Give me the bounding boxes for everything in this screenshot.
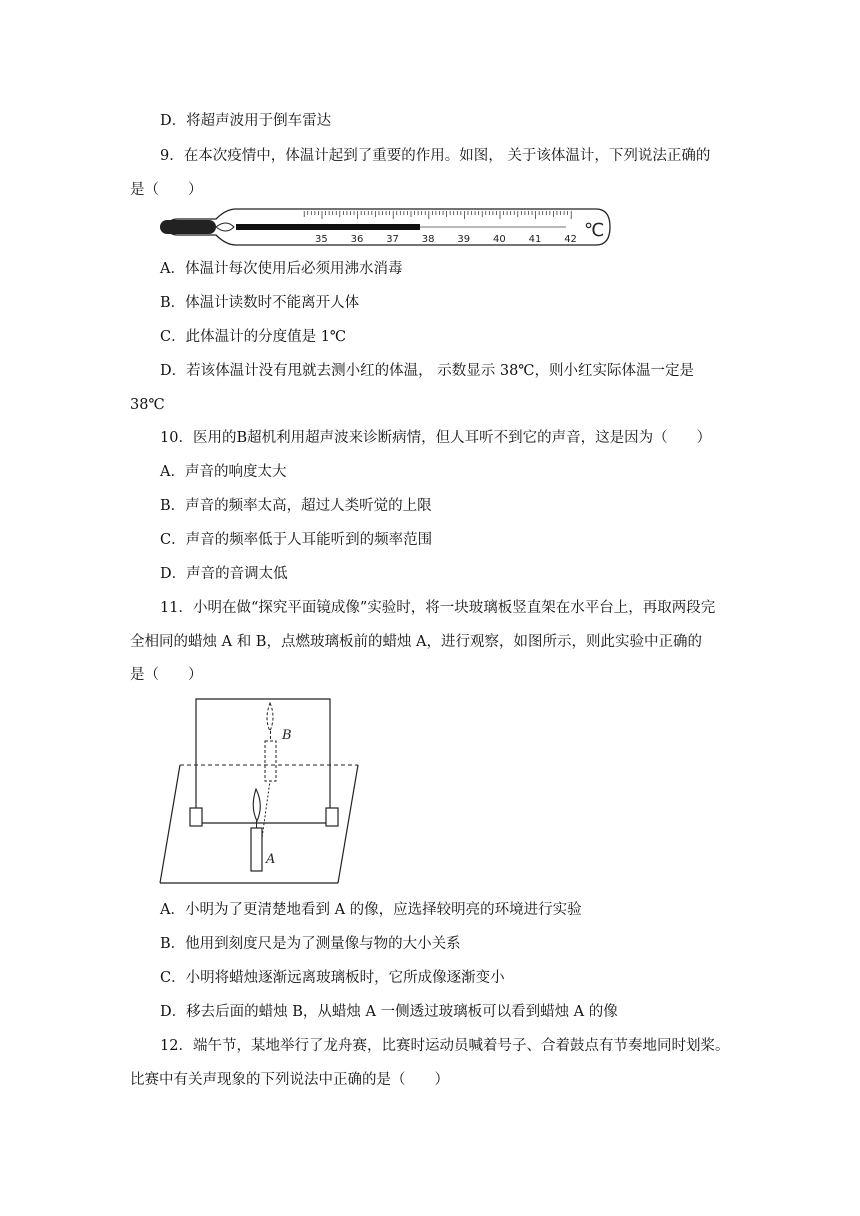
q11-option-d: D．移去后面的蜡烛 B，从蜡烛 A 一侧透过玻璃板可以看到蜡烛 A 的像 [160,1004,618,1020]
label-b: B [282,728,292,743]
thermometer-scale-label: 35 [315,234,328,245]
q9-option-a: A．体温计每次使用后必须用沸水消毒 [160,261,403,277]
q9-stem-line2: 是（ ） [130,182,203,198]
q11-option-a: A．小明为了更清楚地看到 A 的像，应选择较明亮的环境进行实验 [160,902,582,918]
q12-stem-line1: 12．端午节，某地举行了龙舟赛，比赛时运动员喊着号子、合着鼓点有节奏地同时划桨。 [160,1038,730,1054]
thermometer-scale-label: 37 [386,234,399,245]
thermometer-figure [156,205,616,249]
thermometer-scale-label: 36 [350,234,364,245]
q9-option-b: B．体温计读数时不能离开人体 [160,295,360,311]
q11-option-b: B．他用到刻度尺是为了测量像与物的大小关系 [160,936,461,952]
plane-mirror-figure [158,697,362,885]
label-a: A [266,852,276,867]
q10-option-a: A．声音的响度太大 [160,464,287,480]
q9-option-c: C．此体温计的分度值是 1℃ [160,329,347,345]
thermometer-scale-label: 39 [457,234,471,245]
q9-option-d-line1: D．若该体温计没有甩就去测小红的体温， 示数显示 38℃，则小红实际体温一定是 [160,363,695,379]
q10-option-c: C．声音的频率低于人耳能听到的频率范围 [160,532,433,548]
thermometer-scale-label: 42 [564,234,577,245]
thermometer-scale-label: 41 [528,234,542,245]
q12-stem-line2: 比赛中有关声现象的下列说法中正确的是（ ） [130,1072,449,1088]
q8-option-d: D．将超声波用于倒车雷达 [160,113,332,129]
q10-stem: 10．医用的B超机利用超声波来诊断病情，但人耳听不到它的声音，这是因为（ ） [160,430,712,446]
q10-option-b: B．声音的频率太高，超过人类听觉的上限 [160,498,432,514]
q11-stem-line2: 全相同的蜡烛 A 和 B，点燃玻璃板前的蜡烛 A，进行观察，如图所示，则此实验中正确的 [130,634,703,650]
q11-stem-line3: 是（ ） [130,667,203,683]
thermometer-scale-label: 38 [421,234,435,245]
thermometer-scale-label: 40 [493,234,506,245]
q11-stem-line1: 11．小明在做“探究平面镜成像”实验时，将一块玻璃板竖直架在水平台上，再取两段完 [160,600,716,616]
q9-stem-line1: 9．在本次疫情中，体温计起到了重要的作用。如图， 关于该体温计，下列说法正确的 [160,148,711,164]
q10-option-d: D．声音的音调太低 [160,566,288,582]
thermometer-unit: ℃ [584,220,605,241]
q9-option-d-line2: 38℃ [130,397,165,413]
q11-option-c: C．小明将蜡烛逐渐远离玻璃板时，它所成像逐渐变小 [160,970,505,986]
